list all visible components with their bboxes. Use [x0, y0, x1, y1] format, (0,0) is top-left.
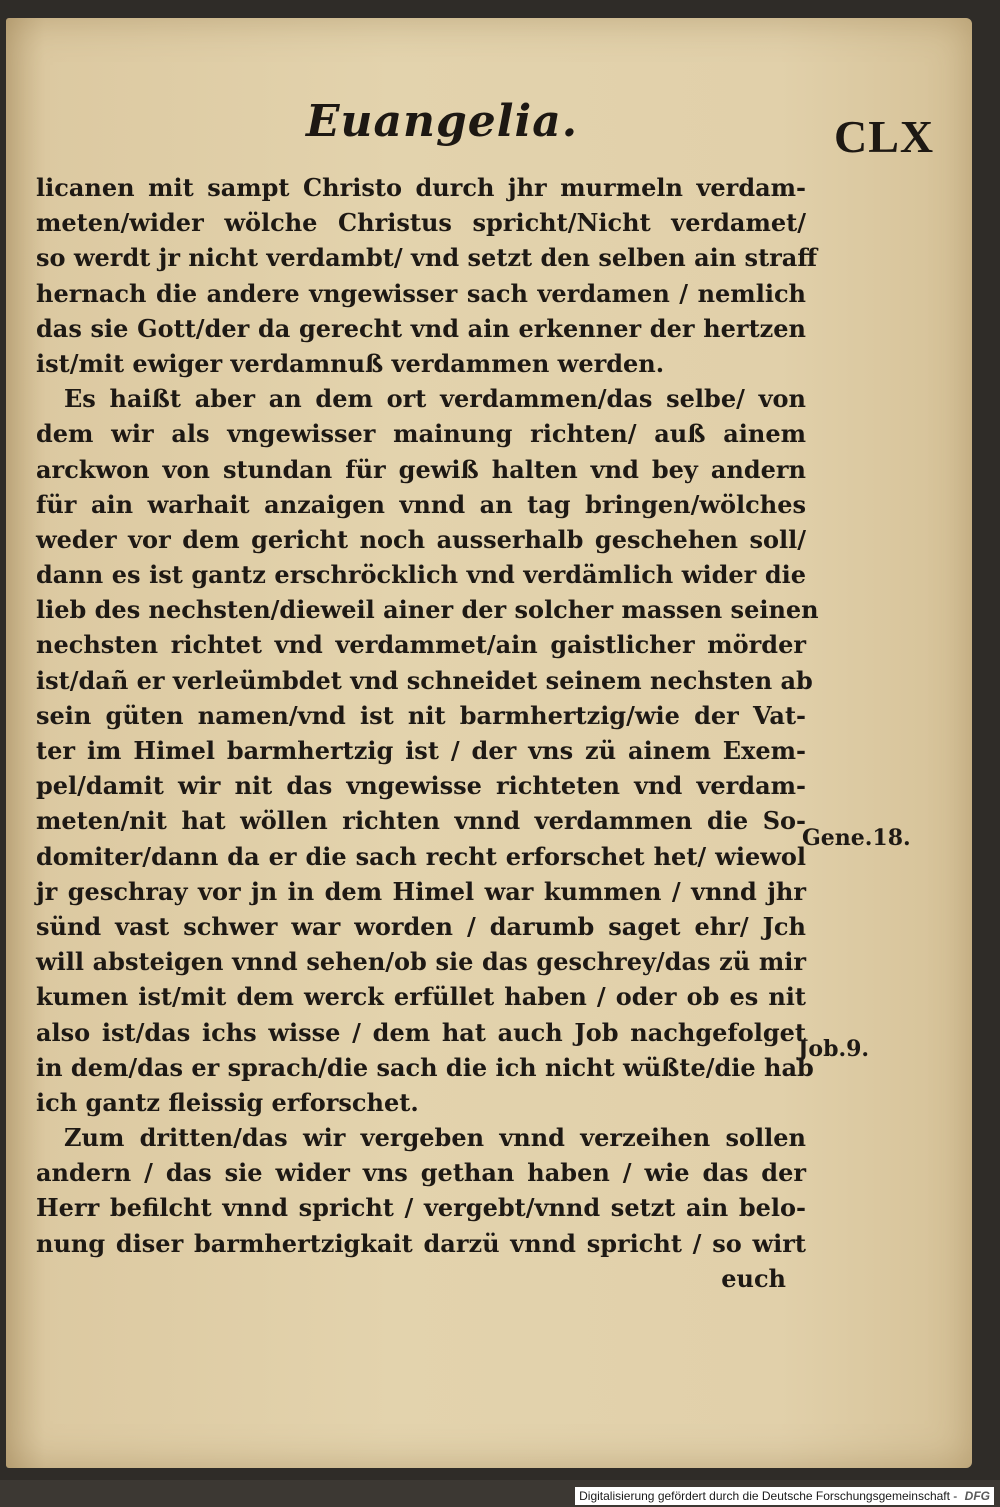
- text-line: domiter/dann da er die sach recht erforschet het/ wiewol: [36, 841, 806, 871]
- digitization-credit: [575, 1487, 994, 1505]
- margin-note-genesis: Gene.18.: [802, 825, 911, 851]
- margin-note-job: Job.9.: [798, 1036, 870, 1062]
- paragraph-start-line: Es haißt aber an dem ort verdammen/das selbe/ von: [64, 384, 806, 414]
- text-line: dann es ist gantz erschröcklich vnd verdämlich wider die: [36, 560, 806, 590]
- text-line: ter im Himel barmhertzig ist / der vns zü ainem Exem-: [36, 736, 806, 765]
- text-line: ich gantz fleissig erforschet.: [36, 1087, 419, 1117]
- text-line: das sie Gott/der da gerecht vnd ain erkenner der hertzen: [36, 313, 806, 343]
- text-line: arckwon von stundan für gewiß halten vnd bey andern: [36, 454, 806, 484]
- text-line: meten/nit hat wöllen richten vnnd verdammen die So-: [36, 806, 806, 836]
- text-line: weder vor dem gericht noch ausserhalb geschehen soll/: [36, 524, 806, 554]
- text-line: für ain warhait anzaigen vnnd an tag bringen/wölches: [36, 489, 806, 519]
- text-line: nechsten richtet vnd verdammet/ain gaistlicher mörder: [36, 630, 806, 660]
- text-line: dem wir als vngewisser mainung richten/ auß ainem: [36, 419, 806, 449]
- body-text-block: [36, 170, 819, 1296]
- text-line: in dem/das er sprach/die sach die ich nicht wüßte/die hab: [36, 1052, 814, 1082]
- paragraph-start-line: Zum dritten/das wir vergeben vnnd verzeihen sollen: [64, 1123, 806, 1153]
- text-line: also ist/das ichs wisse / dem hat auch Job nachgefolget: [36, 1017, 806, 1047]
- text-line: so werdt jr nicht verdambt/ vnd setzt den selben ain straff: [36, 243, 818, 273]
- text-line: ist/dañ er verleümbdet vnd schneidet seinem nechsten ab: [36, 665, 813, 695]
- text-line: sein güten namen/vnd ist nit barmhertzig/wie der Vat-: [36, 700, 806, 730]
- text-line: andern / das sie wider vns gethan haben / wie das der: [36, 1158, 806, 1188]
- dfg-logo: DFG: [964, 1489, 990, 1503]
- text-line: nung diser barmhertzigkait darzü vnnd spricht / so wirt: [36, 1228, 806, 1258]
- text-line: will absteigen vnnd sehen/ob sie das geschrey/das zü mir: [36, 947, 806, 977]
- text-line: meten/wider wölche Christus spricht/Nicht verdamet/: [36, 208, 806, 238]
- text-line: jr geschray vor jn in dem Himel war kummen / vnnd jhr: [36, 876, 806, 906]
- text-line: ist/mit ewiger verdamnuß verdammen werden.: [36, 348, 665, 378]
- text-line: Herr befilcht vnnd spricht / vergebt/vnnd setzt ain belo-: [36, 1193, 806, 1223]
- text-line: kumen ist/mit dem werck erfüllet haben / oder ob es nit: [36, 982, 806, 1012]
- text-line: pel/damit wir nit das vngewisse richteten vnd verdam-: [36, 771, 806, 801]
- text-line: lieb des nechsten/dieweil ainer der solcher massen seinen: [36, 595, 819, 625]
- text-line: licanen mit sampt Christo durch jhr murmeln verdam-: [36, 173, 806, 202]
- running-title: Euangelia.: [306, 96, 579, 147]
- credit-text: Digitalisierung gefördert durch die Deutsche Forschungsgemeinschaft -: [579, 1489, 958, 1503]
- folio-number: CLX: [834, 111, 935, 162]
- book-page: [6, 18, 972, 1468]
- text-line: hernach die andere vngewisser sach verdamen / nemlich: [36, 278, 806, 308]
- text-line: sünd vast schwer war worden / darumb saget ehr/ Jch: [36, 911, 806, 941]
- catchword: euch: [721, 1263, 786, 1293]
